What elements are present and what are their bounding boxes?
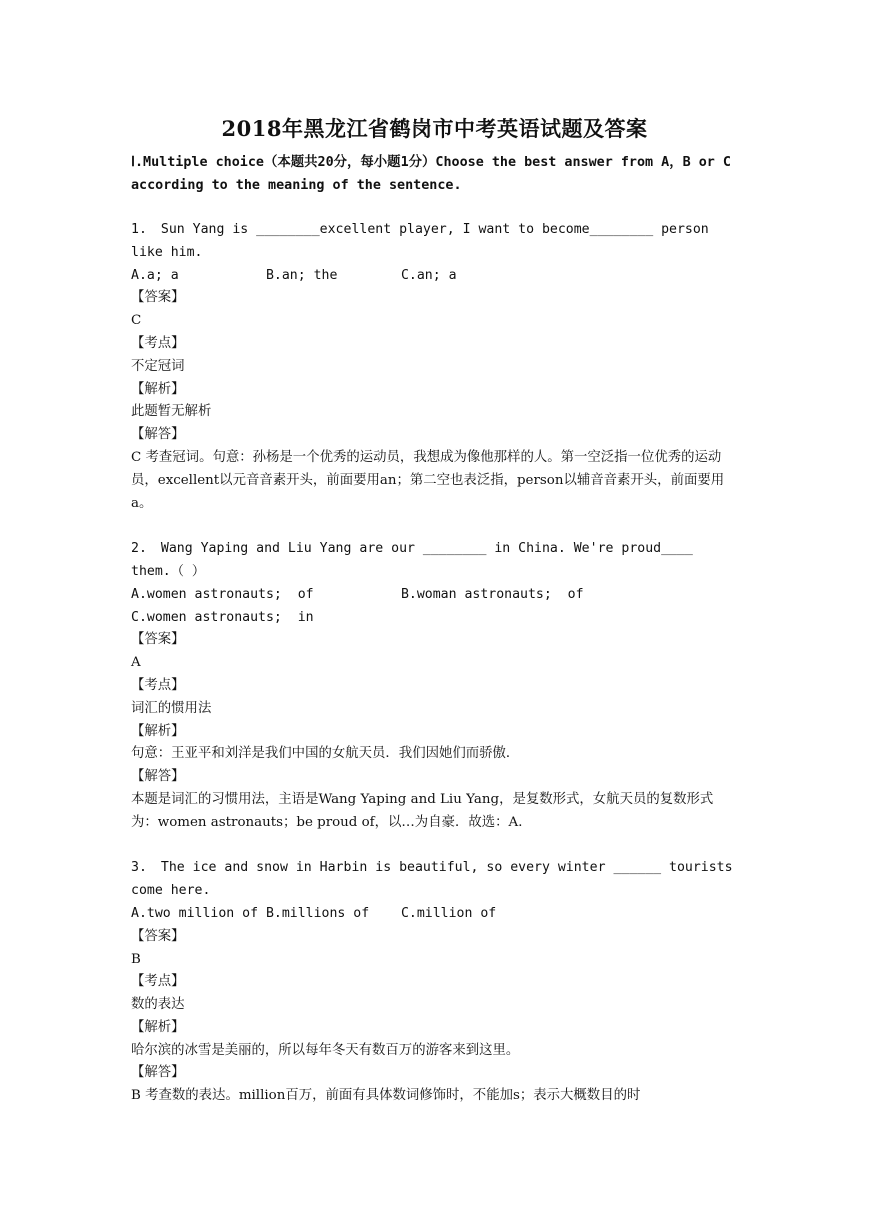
question-number: 3.: [131, 860, 147, 876]
solution-label: 【解答】: [131, 427, 185, 443]
answer-options: A.a; a B.an; the C.an; a: [131, 267, 457, 283]
knowledge-point-value: 数的表达: [131, 997, 185, 1013]
answer-value: C: [131, 313, 142, 329]
analysis-label: 【解析】: [131, 381, 185, 397]
document-title: 2018年黑龙江省鹤岗市中考英语试题及答案: [221, 116, 648, 141]
analysis-text: 哈尔滨的冰雪是美丽的，所以每年冬天有数百万的游客来到这里。: [131, 1042, 520, 1058]
question-item: [131, 538, 735, 834]
question-number: 2.: [131, 541, 147, 557]
answer-options: A.women astronauts; of B.woman astronauts; of: [131, 586, 584, 602]
analysis-label: 【解析】: [131, 723, 185, 739]
answer-label: 【答案】: [131, 290, 185, 306]
question-list: [131, 219, 735, 1108]
question-stem: [131, 219, 735, 265]
knowledge-point-label: 【考点】: [131, 974, 185, 990]
solution-text: C 考查冠词。句意：孙杨是一个优秀的运动员，我想成为像他那样的人。第一空泛指一位优秀的运动员，excellent以元音音素开头，前面要用an；第二空也表泛指，person以辅音音素开头，前面要用a。: [131, 449, 725, 511]
knowledge-point-value: 词汇的惯用法: [131, 700, 212, 716]
analysis-text: 此题暂无解析: [131, 404, 212, 420]
question-text: The ice and snow in Harbin is beautiful, so every winter ______ tourists come here.: [131, 860, 733, 899]
knowledge-point-label: 【考点】: [131, 677, 185, 693]
solution-label: 【解答】: [131, 769, 185, 785]
answer-value: A: [131, 655, 141, 671]
question-stem: [131, 857, 735, 903]
section-instructions: Ⅰ.Multiple choice（本题共20分，每小题1分）Choose the best answer from A，B or C according to the meaning of the sentence.: [131, 155, 731, 193]
solution-text: 本题是词汇的习惯用法，主语是Wang Yaping and Liu Yang，是复数形式，女航天员的复数形式为：women astronauts；be proud of，以…为自豪．故选：A．: [131, 791, 714, 830]
question-number: 1.: [131, 222, 147, 237]
analysis-text: 句意：王亚平和刘洋是我们中国的女航天员．我们因她们而骄傲．: [131, 746, 520, 762]
knowledge-point-value: 不定冠词: [131, 358, 185, 374]
question-text: Wang Yaping and Liu Yang are our ________ in China. We're proud____ them.（ ）: [131, 541, 693, 579]
question-stem: [131, 538, 735, 584]
answer-label: 【答案】: [131, 928, 185, 944]
question-item: [131, 219, 735, 515]
question-text: Sun Yang is ________excellent player, I want to become________ person like him.: [131, 222, 709, 260]
analysis-label: 【解析】: [131, 1019, 185, 1035]
answer-options: C.women astronauts; in: [131, 609, 314, 625]
answer-options: A.two million of B.millions of C.million of: [131, 905, 497, 921]
question-item: [131, 857, 735, 1108]
knowledge-point-label: 【考点】: [131, 335, 185, 351]
solution-label: 【解答】: [131, 1065, 185, 1081]
solution-text: B 考查数的表达。million百万，前面有具体数词修饰时，不能加s；表示大概数目的时: [131, 1088, 641, 1104]
answer-label: 【答案】: [131, 632, 185, 648]
answer-value: B: [131, 951, 141, 967]
